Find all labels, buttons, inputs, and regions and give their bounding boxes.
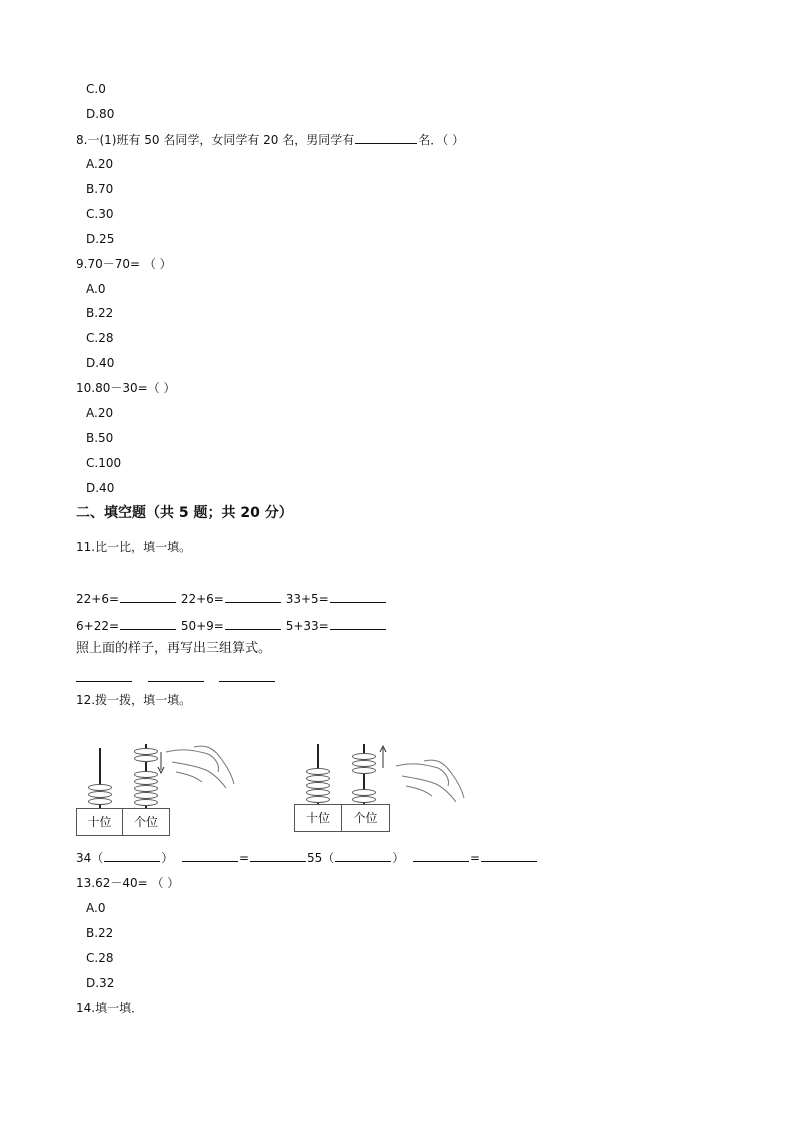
ones-label: 个位	[122, 808, 170, 836]
q13-option-c: C.28	[86, 951, 114, 965]
q8-option-b: B.70	[86, 182, 114, 196]
bead	[134, 771, 158, 778]
bead	[134, 755, 158, 762]
bead	[306, 775, 330, 782]
bead	[306, 768, 330, 775]
bead	[352, 796, 376, 803]
q11-expr: 33+5=	[285, 592, 329, 606]
q11-expr: 5+33=	[285, 619, 329, 633]
q10-option-a: A.20	[86, 406, 114, 420]
bead	[352, 789, 376, 796]
q12-answer-row	[76, 849, 538, 866]
q12-stem: 12.拨一拨，填一填。	[76, 693, 192, 707]
q8-stem-text: 8.一(1)班有 50 名同学，女同学有 20 名，男同学有	[76, 133, 355, 147]
q11-blank[interactable]	[120, 617, 176, 630]
q11-practice-blank[interactable]	[76, 681, 132, 682]
q13-option-a: A.0	[86, 901, 106, 915]
tens-label: 十位	[76, 808, 123, 836]
q13-option-b: B.22	[86, 926, 114, 940]
q12-right-number: 55（	[307, 851, 335, 865]
q11-blank[interactable]	[225, 617, 281, 630]
q12-blank[interactable]	[250, 849, 306, 862]
q14-stem: 14.填一填．	[76, 1001, 144, 1015]
bead	[134, 799, 158, 806]
abacus-right	[294, 740, 464, 836]
q12-equals: =	[238, 851, 249, 865]
q9-option-c: C.28	[86, 331, 114, 345]
up-arrow-icon	[378, 744, 388, 770]
q11-expr: 22+6=	[76, 592, 120, 606]
q11-practice-blank[interactable]	[148, 681, 204, 682]
q13-stem: 13.62－40= （ ）	[76, 876, 180, 890]
q8-option-a: A.20	[86, 157, 114, 171]
q11-stem: 11.比一比，填一填。	[76, 540, 192, 554]
bead	[306, 796, 330, 803]
q12-blank[interactable]	[481, 849, 537, 862]
q12-blank[interactable]	[182, 849, 238, 862]
hand-icon	[394, 756, 466, 806]
abacus-left	[76, 740, 246, 836]
q12-left-number: 34（	[76, 851, 104, 865]
q7-option-c: C.0	[86, 82, 106, 96]
q11-blank[interactable]	[330, 590, 386, 603]
q11-blank[interactable]	[120, 590, 176, 603]
tens-label: 十位	[294, 804, 342, 832]
q11-expr: 50+9=	[180, 619, 224, 633]
q11-blank[interactable]	[330, 617, 386, 630]
q12-blank[interactable]	[335, 849, 391, 862]
bead	[134, 792, 158, 799]
q10-option-c: C.100	[86, 456, 122, 470]
bead	[306, 782, 330, 789]
ones-label: 个位	[341, 804, 390, 832]
q11-row-2	[76, 617, 387, 634]
q11-instruction: 照上面的样子，再写出三组算式。	[76, 641, 272, 656]
q9-option-b: B.22	[86, 306, 114, 320]
hand-icon	[164, 742, 236, 792]
q12-blank[interactable]	[413, 849, 469, 862]
q10-option-d: D.40	[86, 481, 115, 495]
bead	[352, 753, 376, 760]
q11-expr: 22+6=	[180, 592, 224, 606]
q12-paren-close: ）	[392, 851, 405, 865]
q8-answer-blank[interactable]	[355, 131, 417, 144]
q10-option-b: B.50	[86, 431, 114, 445]
q9-stem: 9.70－70= （ ）	[76, 257, 172, 271]
q12-equals: =	[469, 851, 480, 865]
q11-expr: 6+22=	[76, 619, 120, 633]
bead	[88, 791, 112, 798]
q12-paren-close: ）	[161, 851, 174, 865]
q11-blank[interactable]	[225, 590, 281, 603]
bead	[88, 784, 112, 791]
bead	[306, 789, 330, 796]
bead	[134, 785, 158, 792]
q9-option-d: D.40	[86, 356, 115, 370]
q13-option-d: D.32	[86, 976, 115, 990]
q11-practice-blank[interactable]	[219, 681, 275, 682]
q11-row-1	[76, 590, 387, 607]
q8-stem-tail: 名．（ ）	[418, 133, 465, 147]
q8-option-d: D.25	[86, 232, 115, 246]
q10-stem: 10.80－30=（ ）	[76, 381, 176, 395]
q9-option-a: A.0	[86, 282, 106, 296]
q7-option-d: D.80	[86, 107, 115, 121]
bead	[88, 798, 112, 805]
bead	[352, 767, 376, 774]
section-heading: 二、填空题（共 5 题；共 20 分）	[76, 505, 293, 521]
q12-blank[interactable]	[104, 849, 160, 862]
bead	[352, 760, 376, 767]
q8-option-c: C.30	[86, 207, 114, 221]
bead	[134, 778, 158, 785]
bead	[134, 748, 158, 755]
q8-stem	[76, 131, 464, 148]
